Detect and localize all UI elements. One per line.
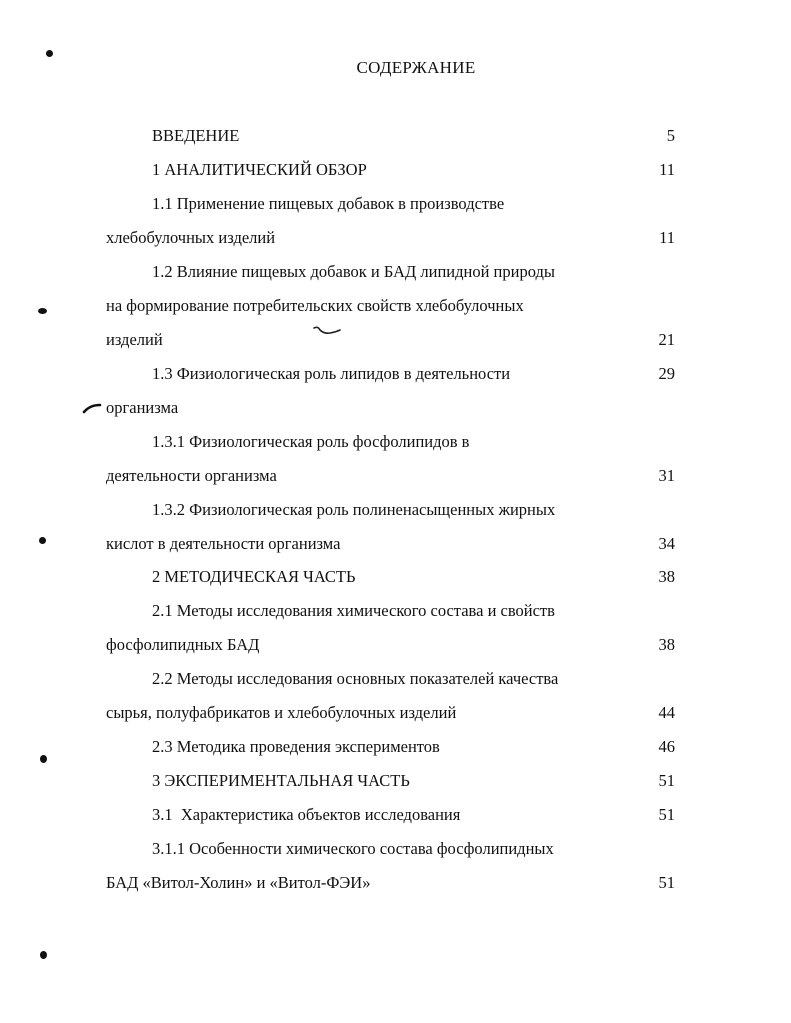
toc-entry-text: на формирование потребительских свойств хлебобулочных — [106, 296, 524, 315]
toc-entry-text: 2.2 Методы исследования основных показателей качества — [152, 669, 559, 688]
page-title: СОДЕРЖАНИЕ — [356, 58, 476, 77]
toc-entry-page: 11 — [659, 160, 675, 179]
scan-mark-dot — [46, 50, 53, 57]
toc-entry-text: фосфолипидных БАД — [106, 635, 260, 654]
toc-entry-text: 2.3 Методика проведения экспериментов — [152, 737, 440, 756]
toc-entry-page: 11 — [659, 228, 675, 247]
toc-entry-text: хлебобулочных изделий — [106, 228, 276, 247]
toc-entry-text: деятельности организма — [106, 466, 277, 485]
toc-entry-text: 1.3.1 Физиологическая роль фосфолипидов в — [152, 432, 470, 451]
toc-entry-page: 38 — [658, 635, 675, 654]
toc-entry-text: 1.2 Влияние пищевых добавок и БАД липидной природы — [152, 262, 555, 281]
toc-entry-page: 21 — [658, 330, 675, 349]
toc-entry-text: 2 МЕТОДИЧЕСКАЯ ЧАСТЬ — [152, 567, 356, 586]
toc-entry-text: БАД «Витол-Холин» и «Витол-ФЭИ» — [106, 873, 371, 892]
scan-mark-dot — [38, 308, 47, 314]
toc-entry-text: 3.1 Характеристика объектов исследования — [152, 805, 461, 824]
toc-entry-page: 51 — [658, 771, 675, 790]
toc-entry-text: 1.3.2 Физиологическая роль полиненасыщенных жирных — [152, 500, 556, 519]
scan-mark-dot — [39, 537, 46, 544]
toc-entry-text: 2.1 Методы исследования химического состава и свойств — [152, 601, 555, 620]
toc-entry-text: 1.1 Применение пищевых добавок в производстве — [152, 194, 505, 213]
toc-entry-text: 1.3 Физиологическая роль липидов в деятельности — [152, 364, 511, 383]
toc-entry-text: сырья, полуфабрикатов и хлебобулочных изделий — [106, 703, 457, 722]
toc-entry-text: кислот в деятельности организма — [106, 534, 341, 553]
toc-entry-page: 38 — [658, 567, 675, 586]
toc-entry-text: 3.1.1 Особенности химического состава фосфолипидных — [152, 839, 554, 858]
toc-entry-page: 29 — [658, 364, 675, 383]
scan-mark-stroke — [82, 402, 102, 414]
toc-entry-text: 3 ЭКСПЕРИМЕНТАЛЬНАЯ ЧАСТЬ — [152, 771, 410, 790]
scan-mark-dot — [40, 755, 47, 763]
toc-entry-page: 51 — [658, 805, 675, 824]
scan-mark-dot — [40, 951, 47, 959]
toc-entry-page: 51 — [658, 873, 675, 892]
toc-entry-text: изделий — [106, 330, 163, 349]
toc-entry-page: 5 — [666, 126, 675, 145]
scan-mark-squiggle — [312, 324, 344, 338]
toc-entry-page: 46 — [658, 737, 675, 756]
toc-entry-text: ВВЕДЕНИЕ — [152, 126, 240, 145]
toc-entry-page: 44 — [658, 703, 675, 722]
toc-entry-page: 31 — [658, 466, 675, 485]
toc-entry-text: организма — [106, 398, 179, 417]
toc-entry-page: 34 — [658, 534, 675, 553]
toc-entry-text: 1 АНАЛИТИЧЕСКИЙ ОБЗОР — [152, 160, 367, 179]
